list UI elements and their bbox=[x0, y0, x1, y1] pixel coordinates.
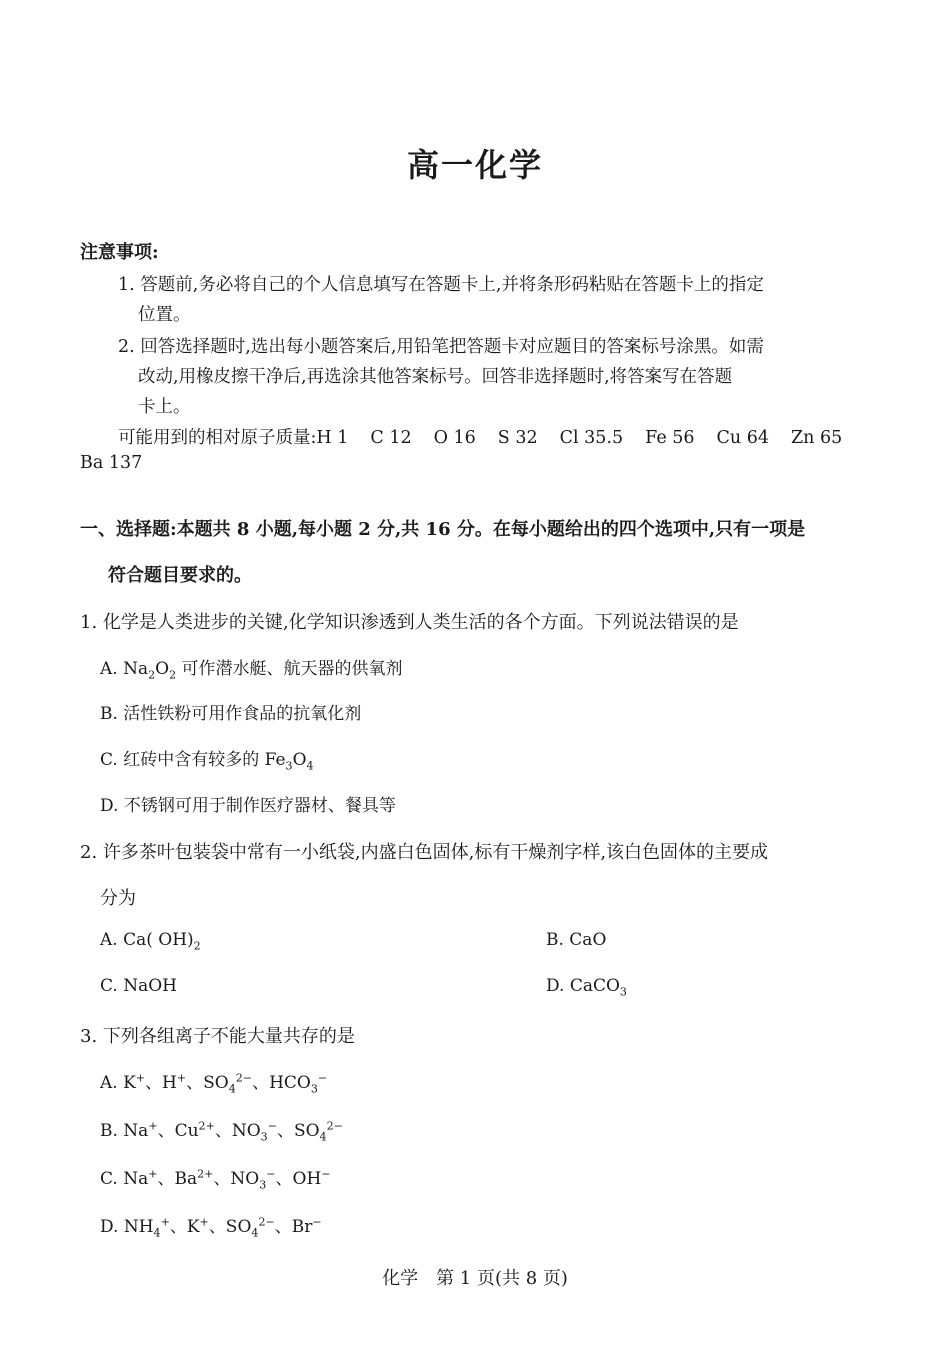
q3-option-c: C. Na+、$Ba^{2+}$、$NO_3^-$、OH− bbox=[100, 1167, 331, 1192]
q2-option-c: C. NaOH bbox=[100, 976, 177, 996]
atomic-masses-label: 可能用到的相对原子质量: bbox=[118, 428, 317, 448]
atomic-masses bbox=[118, 424, 864, 449]
page-footer: 化学 第 1 页(共 8 页) bbox=[382, 1268, 568, 1289]
atom-cu: Cu 64 bbox=[716, 428, 770, 448]
q2-stem-line-2: 分为 bbox=[100, 888, 136, 909]
atom-ba: Ba 137 bbox=[80, 453, 143, 473]
notes-item-2-line-3: 卡上。 bbox=[138, 397, 191, 417]
q1-option-c: C. 红砖中含有较多的 $Fe_3O_4$ bbox=[100, 750, 314, 773]
atom-c: C 12 bbox=[370, 428, 412, 448]
atom-cl: Cl 35.5 bbox=[559, 428, 624, 448]
q1-option-d: D. 不锈钢可用于制作医疗器材、餐具等 bbox=[100, 796, 396, 816]
q2-stem-line-1: 2. 许多茶叶包装袋中常有一小纸袋,内盛白色固体,标有干燥剂字样,该白色固体的主要成 bbox=[80, 842, 769, 863]
q3-stem: 3. 下列各组离子不能大量共存的是 bbox=[80, 1026, 355, 1047]
q2-option-d: D. CaCO$_3$ bbox=[546, 976, 627, 999]
q3-option-a: A. K+、H+、$SO_4^{2-}$、$HCO_3^-$ bbox=[100, 1071, 328, 1096]
section-1-heading: 一、选择题:本题共 8 小题,每小题 2 分,共 16 分。在每小题给出的四个选项中,只有一项是 bbox=[80, 519, 806, 540]
notes-item-1-line-1: 1. 答题前,务必将自己的个人信息填写在答题卡上,并将条形码粘贴在答题卡上的指定 bbox=[118, 275, 764, 295]
atom-fe: Fe 56 bbox=[645, 428, 695, 448]
page-title: 高一化学 bbox=[406, 146, 543, 184]
atom-o: O 16 bbox=[433, 428, 476, 448]
q3-option-b: B. Na+、$Cu^{2+}$、$NO_3^-$、$SO_4^{2-}$ bbox=[100, 1119, 343, 1144]
q2-option-a: A. Ca( $OH)_2$ bbox=[100, 930, 201, 953]
notes-item-2-line-1: 2. 回答选择题时,选出每小题答案后,用铅笔把答题卡对应题目的答案标号涂黑。如需 bbox=[118, 337, 764, 357]
notes-item-2-line-2: 改动,用橡皮擦干净后,再选涂其他答案标号。回答非选择题时,将答案写在答题 bbox=[138, 367, 733, 387]
q1-option-a: A. $Na_2O_2$ 可作潜水艇、航天器的供氧剂 bbox=[100, 659, 403, 682]
notes-item-1-line-2: 位置。 bbox=[138, 305, 191, 325]
q3-option-d: D. $NH_4^+$、K+、$SO_4^{2-}$、Br− bbox=[100, 1215, 322, 1240]
notes-heading: 注意事项: bbox=[80, 242, 159, 263]
atom-h: H 1 bbox=[316, 428, 349, 448]
atom-s: S 32 bbox=[497, 428, 538, 448]
q1-option-b: B. 活性铁粉可用作食品的抗氧化剂 bbox=[100, 704, 362, 724]
atom-zn: Zn 65 bbox=[791, 428, 843, 448]
section-1-heading-cont: 符合题目要求的。 bbox=[108, 565, 252, 586]
q2-option-b: B. CaO bbox=[546, 930, 607, 950]
q1-stem: 1. 化学是人类进步的关键,化学知识渗透到人类生活的各个方面。下列说法错误的是 bbox=[80, 612, 739, 633]
